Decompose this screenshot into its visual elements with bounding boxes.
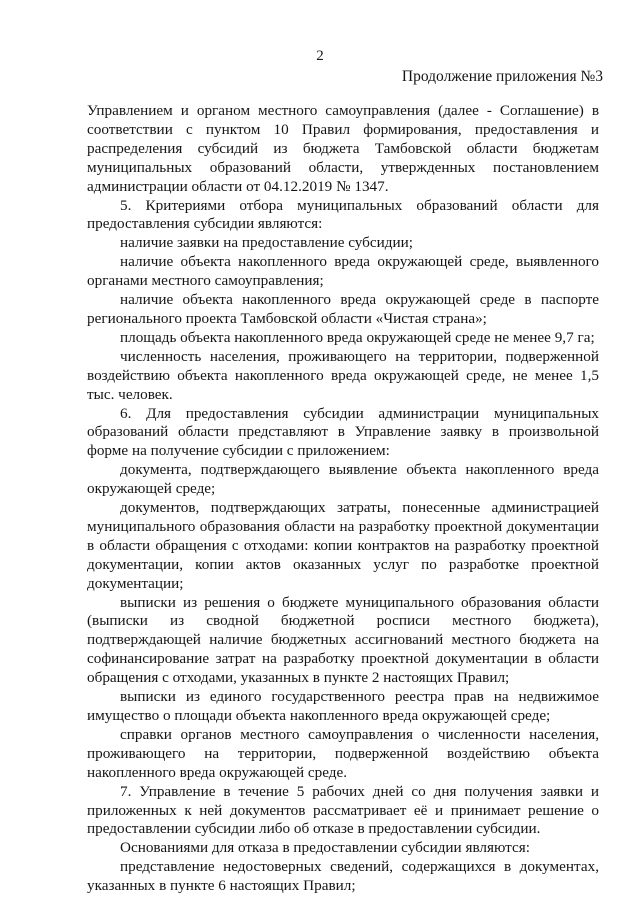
document-body (87, 102, 599, 896)
paragraph-criterion-object-identified: наличие объекта накопленного вреда окружающей среде, выявленного органами местного самоуправления; (87, 253, 599, 290)
paragraph-doc-population-certificate: справки органов местного самоуправления о численности населения, проживающего на территории, подверженной воздействию объекта накопленного вреда окружающей среде. (87, 725, 599, 781)
paragraph-doc-budget-extract: выписки из решения о бюджете муниципального образования области (выписки из сводной бюджетной росписи местного бюджета), подтверждающей наличие бюджетных ассигнований местного бюджета на софинансирование затрат на разработку проектной документации в области обращения с отходами, указанных в пункте 2 настоящих Правил; (87, 593, 599, 687)
paragraph-item-6: 6. Для предоставления субсидии администрации муниципальных образований области представляют в Управление заявку в произвольной форме на получение субсидии с приложением: (87, 404, 599, 460)
paragraph-continuation: Управлением и органом местного самоуправления (далее - Соглашение) в соответствии с пунктом 10 Правил формирования, предоставления и распределения субсидий из бюджета Тамбовской области бюджетам муниципальных образований области, утвержденных постановлением администрации области от 04.12.2019 № 1347. (87, 102, 599, 195)
paragraph-doc-identification: документа, подтверждающего выявление объекта накопленного вреда окружающей среде; (87, 461, 599, 498)
paragraph-doc-registry-extract: выписки из единого государственного реестра прав на недвижимое имущество о площади объекта накопленного вреда окружающей среде; (87, 688, 599, 724)
paragraph-doc-costs: документов, подтверждающих затраты, понесенные администрацией муниципального образования области на разработку проектной документации в области обращения с отходами: копии контрактов на разработку проектной документации, копии актов оказанных услуг по разработке проектной документации; (87, 499, 599, 592)
appendix-header: Продолжение приложения №3 (401, 68, 603, 85)
paragraph-refusal-grounds: Основаниями для отказа в предоставлении субсидии являются: (120, 839, 530, 857)
page-number: 2 (316, 48, 324, 64)
paragraph-item-5: 5. Критериями отбора муниципальных образований области для предоставления субсидии являются: (87, 196, 599, 233)
paragraph-criterion-population: численность населения, проживающего на территории, подверженной воздействию объекта накопленного вреда окружающей среде, не менее 1,5 тыс. человек. (87, 347, 599, 403)
paragraph-criterion-area: площадь объекта накопленного вреда окружающей среде не менее 9,7 га; (120, 328, 595, 346)
paragraph-criterion-project-passport: наличие объекта накопленного вреда окружающей среде в паспорте регионального проекта Тамбовской области «Чистая страна»; (87, 291, 599, 327)
paragraph-item-7: 7. Управление в течение 5 рабочих дней со дня получения заявки и приложенных к ней документов рассматривает её и принимает решение о предоставлении субсидии либо об отказе в предоставлении субсидии. (87, 782, 599, 838)
paragraph-criterion-application: наличие заявки на предоставление субсидии; (120, 234, 413, 252)
paragraph-refusal-false-info: представление недостоверных сведений, содержащихся в документах, указанных в пункте 6 настоящих Правил; (87, 858, 599, 895)
